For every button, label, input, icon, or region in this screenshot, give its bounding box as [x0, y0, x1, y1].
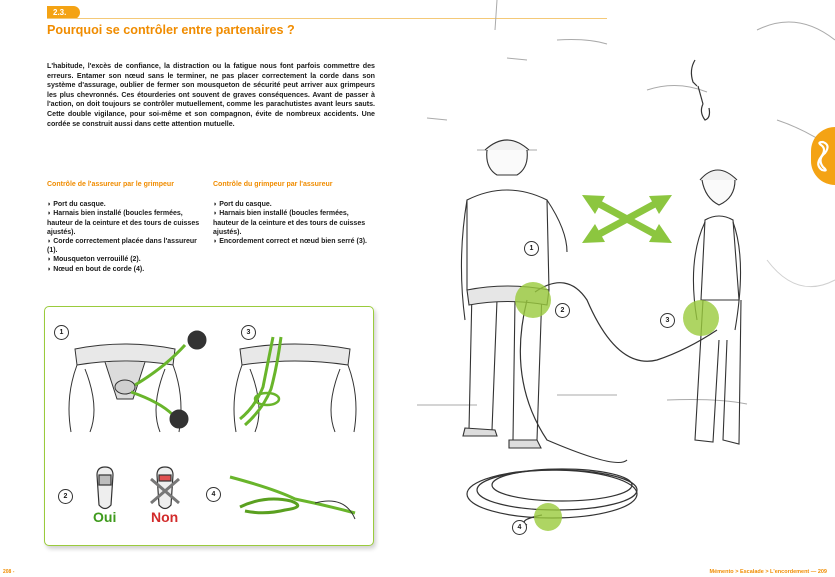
list-item: ◗ Nœud en bout de corde (4). [47, 265, 207, 274]
marker-4: 4 [512, 520, 527, 535]
belayer-checklist [47, 180, 207, 274]
marker-3: 3 [660, 313, 675, 328]
list-item: ◗ Harnais bien installé (boucles fermées, hauteur de la ceinture et des tours de cuisses ajustés). [47, 209, 207, 237]
figure-marker-2: 2 [58, 489, 73, 504]
unlocked-carabiner-illustration [151, 467, 179, 509]
list-item: ◗ Mousqueton verrouillé (2). [47, 255, 207, 264]
figure-eight-knot-icon [813, 139, 833, 173]
highlight-rope-end [534, 503, 562, 531]
belayer-figure [461, 140, 567, 448]
incorrect-label: Non [151, 509, 179, 525]
marker-1: 1 [524, 241, 539, 256]
rope-end-knot-illustration [230, 477, 355, 519]
rope [467, 283, 717, 525]
list-item: ◗ Encordement correct et nœud bien serré (3). [213, 237, 373, 246]
page-title: Pourquoi se contrôler entre partenaires ? [47, 23, 295, 37]
correct-label: Oui [93, 509, 117, 525]
intro-paragraph: L'habitude, l'excès de confiance, la distraction ou la fatigue nous font parfois commettre des erreurs. Entamer son nœud sans le terminer, ne pas placer correctement la corde dans son système d'assurage, oublier de fermer son mousqueton de sécurité peut arriver aux grimpeurs les plus chevronnés. Ces étourderies ont souvent de graves conséquences. Avant de passer à l'action, on doit toujours se contrôler mutuellement, comme les parachutistes avant leurs sauts. Cette double vigilance, pour soi-même et son compagnon, évite de nombreux accidents. Une cordée se construit aussi dans cette attention mutuelle. [47, 62, 375, 128]
list-item: ◗ Harnais bien installé (boucles fermées, hauteur de la ceinture et des tours de cuisses ajustés). [213, 209, 373, 237]
left-page [0, 0, 417, 577]
footer-left-page-number: 208 - [3, 569, 15, 575]
list-item: ◗ Port du casque. [47, 200, 207, 209]
locked-carabiner-illustration [97, 467, 113, 509]
section-number: 2.3. [47, 6, 80, 19]
climber-checklist [213, 180, 373, 246]
highlight-belay-device [515, 282, 551, 318]
mutual-check-arrows-icon [592, 200, 662, 238]
partner-check-illustration [417, 0, 835, 577]
list-item: ◗ Corde correctement placée dans l'assureur (1). [47, 237, 207, 255]
footer-breadcrumb: Mémento > Escalade > L'encordement — 209 [709, 569, 827, 575]
harness-belay-device-illustration [69, 331, 206, 432]
belayer-checklist-heading: Contrôle de l'assureur par le grimpeur [47, 181, 174, 188]
highlight-tie-in [683, 300, 719, 336]
detail-figure [44, 306, 374, 546]
harness-knot-illustration [234, 337, 356, 432]
list-item: ◗ Port du casque. [213, 200, 373, 209]
climber-checklist-heading: Contrôle du grimpeur par l'assureur [213, 181, 333, 188]
right-page [417, 0, 835, 577]
figure-marker-4: 4 [206, 487, 221, 502]
figure-marker-3: 3 [241, 325, 256, 340]
marker-2: 2 [555, 303, 570, 318]
figure-marker-1: 1 [54, 325, 69, 340]
